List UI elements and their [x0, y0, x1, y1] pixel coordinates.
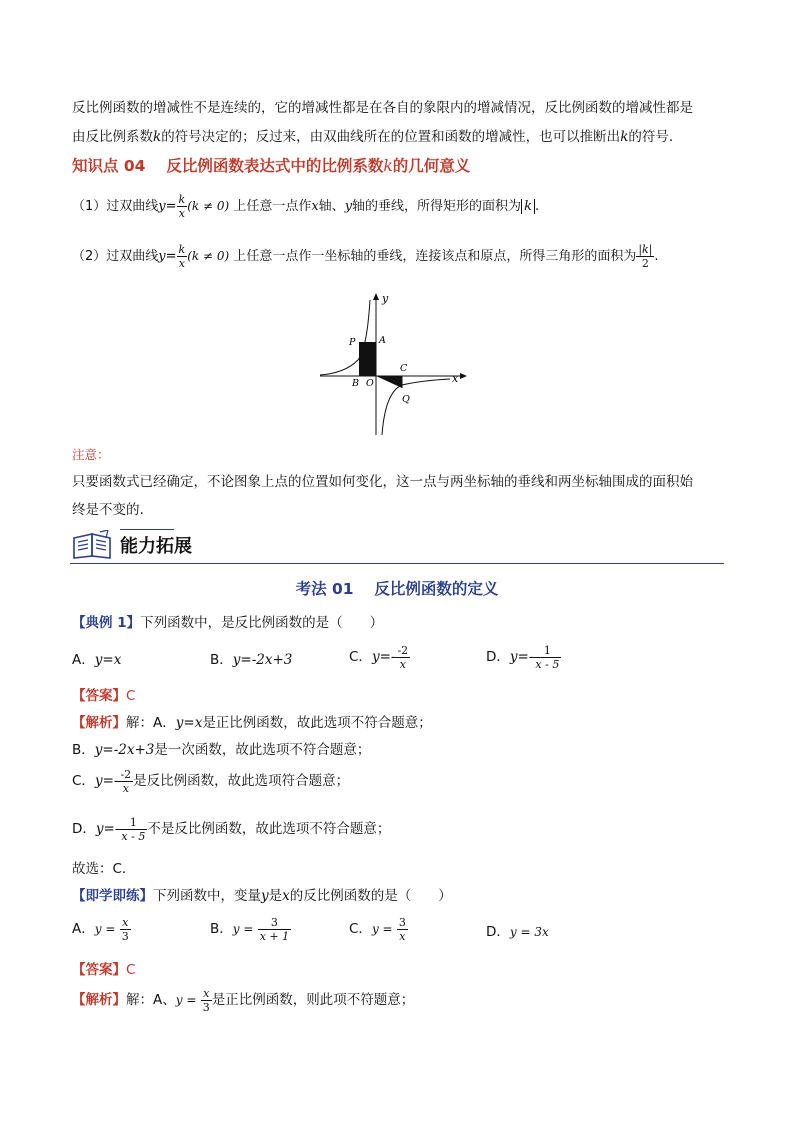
practice-analysis-1	[72, 982, 414, 1018]
intro-k2: k	[620, 129, 629, 145]
practice-q-a: 下列函数中，变量	[153, 888, 261, 904]
item1-end: .	[534, 199, 540, 214]
practice-answer-value: C	[126, 962, 136, 978]
p-option-c-label: C．	[349, 921, 372, 937]
kp04-title	[72, 154, 470, 176]
p-a1-y: y =	[175, 993, 197, 1007]
section-title: 能力拓展	[120, 536, 192, 557]
item1-yv: y	[344, 199, 353, 214]
item2-fraction	[177, 243, 188, 270]
p-a1-num: x	[201, 987, 212, 1001]
item2-num: k	[178, 243, 186, 256]
p-option-a-y: y =	[94, 922, 116, 936]
item1-abs-k: k	[521, 199, 535, 214]
item1-y: y	[158, 199, 166, 214]
p-a1-den: 3	[202, 1000, 210, 1014]
example1-option-b	[210, 648, 292, 668]
practice-analysis-tag: 【解析】	[72, 992, 126, 1008]
example1-analysis-3	[72, 763, 349, 799]
a2-expr: y=-2x+3	[94, 742, 155, 758]
intro-line-1	[72, 96, 693, 116]
a3-y: y=-	[94, 773, 119, 789]
kp04-title-b: 的几何意义	[392, 157, 471, 175]
example1-option-c	[349, 640, 410, 674]
section-underline	[70, 563, 724, 564]
p-option-c-y: y =	[371, 922, 393, 936]
a1-pre: 解：A．	[126, 715, 176, 731]
a4-frac	[119, 816, 147, 843]
item2-mid: 上任意一点作一坐标轴的垂线，连接该点和原点，所得三角形的面积为	[233, 249, 637, 264]
example1-analysis-4	[72, 811, 390, 847]
p-option-c-den: x	[399, 929, 406, 943]
triangle-area	[376, 376, 402, 388]
item2-area-fraction	[636, 243, 654, 270]
note-line-2: 终是不变的.	[72, 502, 144, 518]
section-header	[70, 526, 724, 566]
p-a1-pre: 解：A、	[126, 992, 176, 1008]
a4-y: y=-	[95, 821, 120, 837]
practice-q-c: 的反比例函数的是（ ）	[289, 888, 452, 904]
option-d-den: x - 5	[535, 657, 560, 671]
item1-prefix: （1）过双曲线	[72, 199, 159, 214]
p-option-a-frac	[120, 916, 131, 943]
option-c-num: -2	[397, 643, 409, 657]
x-axis-arrow	[460, 373, 467, 379]
kp04-title-k: k	[383, 157, 393, 175]
option-c-den: x	[399, 657, 406, 671]
a4-pre: D．	[72, 821, 96, 837]
p-option-d-expr: y = 3x	[509, 925, 549, 939]
item2-prefix: （2）过双曲线	[72, 249, 159, 264]
example1-question-line	[72, 611, 383, 631]
example1-question: 下列函数中，是反比例函数的是（ ）	[140, 615, 384, 631]
practice-option-c	[349, 912, 408, 946]
hyperbola-figure	[310, 290, 480, 438]
example1-options	[72, 638, 732, 678]
section-title-overline	[120, 529, 174, 530]
a4-den: x - 5	[121, 829, 146, 843]
method-title: 考法 01 反比例函数的定义	[295, 580, 499, 598]
a1-expr: y=x	[175, 715, 203, 731]
item1-mid: 上任意一点作	[233, 199, 312, 214]
hyperbola-branch-4	[382, 379, 450, 435]
a2-text: 是一次函数，故此选项不符合题意；	[154, 742, 371, 758]
practice-answer	[72, 958, 135, 978]
p-option-c-num: 3	[398, 915, 406, 929]
a4-text: 不是反比例函数，故此选项不符合题意；	[147, 821, 391, 837]
p-option-b-y: y =	[232, 922, 254, 936]
option-b-label: B．	[210, 652, 233, 668]
p-a1-text: 是正比例函数，则此项不符题意；	[211, 992, 415, 1008]
item-1	[72, 190, 539, 223]
practice-question-line	[72, 884, 452, 904]
item1-axis1: 轴、	[318, 199, 345, 214]
practice-tag: 【即学即练】	[72, 888, 153, 904]
label-O: O	[366, 378, 374, 389]
p-option-a-num: x	[120, 916, 131, 930]
p-option-b-label: B．	[210, 921, 233, 937]
item1-eq: =	[165, 199, 177, 214]
option-d-num: 1	[533, 644, 561, 658]
note-label: 注意：	[72, 447, 110, 462]
practice-options	[72, 910, 732, 950]
option-c-label: C．	[349, 649, 372, 665]
intro-text-2a: 由反比例系数	[72, 129, 153, 145]
p-option-a-den: 3	[121, 929, 129, 943]
example1-conclusion: 故选：C．	[72, 861, 136, 877]
practice-option-a	[72, 912, 131, 946]
example1-option-d	[486, 640, 561, 674]
rectangle-area	[359, 342, 376, 376]
p-option-a-label: A．	[72, 921, 95, 937]
option-d-label: D．	[486, 649, 510, 665]
intro-k: k	[153, 129, 162, 145]
intro-text-1: 反比例函数的增减性不是连续的，它的增减性都是在各自的象限内的增减情况，反比例函数的增减性都是	[72, 100, 693, 116]
a3-den: x	[122, 781, 129, 795]
option-a-expr: y=x	[94, 652, 122, 668]
a3-pre: C．	[72, 773, 95, 789]
item2-y: y	[158, 249, 166, 264]
a3-text: 是反比例函数，故此选项符合题意；	[133, 773, 350, 789]
a3-frac	[118, 768, 133, 795]
option-b-expr: y=-2x+3	[232, 652, 293, 668]
note-line-1: 只要函数式已经确定，不论图象上点的位置如何变化，这一点与两坐标轴的垂线和两坐标轴围成的面积始	[72, 474, 693, 490]
option-d-frac	[533, 644, 561, 671]
example1-analysis-1	[72, 711, 432, 731]
item1-axis2: 轴的垂线，所得矩形的面积为	[352, 199, 522, 214]
p-option-b-den: x + 1	[259, 929, 290, 943]
label-x: x	[452, 372, 459, 385]
example1-option-a	[72, 648, 121, 668]
label-Q: Q	[402, 394, 410, 405]
a1-text: 是正比例函数，故此选项不符合题意；	[202, 715, 432, 731]
practice-q-b: 是	[268, 888, 283, 904]
item2-eq: =	[165, 249, 177, 264]
item2-den: x	[178, 257, 185, 270]
p-option-b-frac	[258, 916, 291, 943]
item1-x: x	[311, 199, 319, 214]
item1-den: x	[178, 207, 185, 220]
intro-line-2	[72, 125, 673, 145]
intro-text-2b: 的符号决定的；反过来，由双曲线所在的位置和函数的增减性，也可以推断出	[161, 129, 621, 145]
option-d-pre: y=-	[509, 649, 534, 665]
option-c-pre: y=-	[371, 649, 396, 665]
practice-option-b	[210, 912, 291, 946]
practice-q-x: x	[282, 888, 290, 904]
option-c-frac	[395, 644, 410, 671]
book-icon	[72, 530, 114, 560]
item2-frac-num: |k|	[638, 243, 653, 256]
practice-answer-tag: 【答案】	[72, 962, 126, 978]
label-A: A	[379, 335, 386, 346]
p-option-c-frac	[397, 916, 408, 943]
kp04-title-a: 知识点 04 反比例函数表达式中的比例系数	[72, 157, 384, 175]
item2-cond: (k ≠ 0)	[187, 249, 230, 263]
item2-end: .	[654, 249, 659, 264]
p-option-d-label: D．	[486, 924, 510, 940]
practice-option-d	[486, 920, 549, 940]
example1-answer-value: C	[126, 688, 136, 704]
item1-cond: (k ≠ 0)	[187, 199, 230, 213]
example1-answer-tag: 【答案】	[72, 688, 126, 704]
example1-analysis-2	[72, 738, 370, 758]
example1-analysis-tag: 【解析】	[72, 715, 126, 731]
intro-text-2c: 的符号.	[628, 129, 674, 145]
a3-num: -2	[120, 767, 132, 781]
a2-pre: B．	[72, 742, 95, 758]
practice-q-y: y	[261, 888, 269, 904]
p-a1-frac	[201, 987, 212, 1014]
label-C: C	[400, 363, 408, 374]
label-B: B	[352, 378, 359, 389]
p-option-b-num: 3	[258, 916, 291, 930]
label-y: y	[382, 292, 389, 305]
option-a-label: A．	[72, 652, 95, 668]
example1-answer	[72, 684, 135, 704]
a4-num: 1	[119, 816, 147, 830]
item1-num: k	[178, 193, 186, 206]
item2-frac-den: 2	[641, 257, 649, 270]
item-2	[72, 240, 659, 273]
item1-fraction	[177, 193, 188, 220]
label-P: P	[349, 337, 356, 348]
example1-tag: 【典例 1】	[72, 615, 141, 631]
y-axis-arrow	[373, 293, 379, 300]
